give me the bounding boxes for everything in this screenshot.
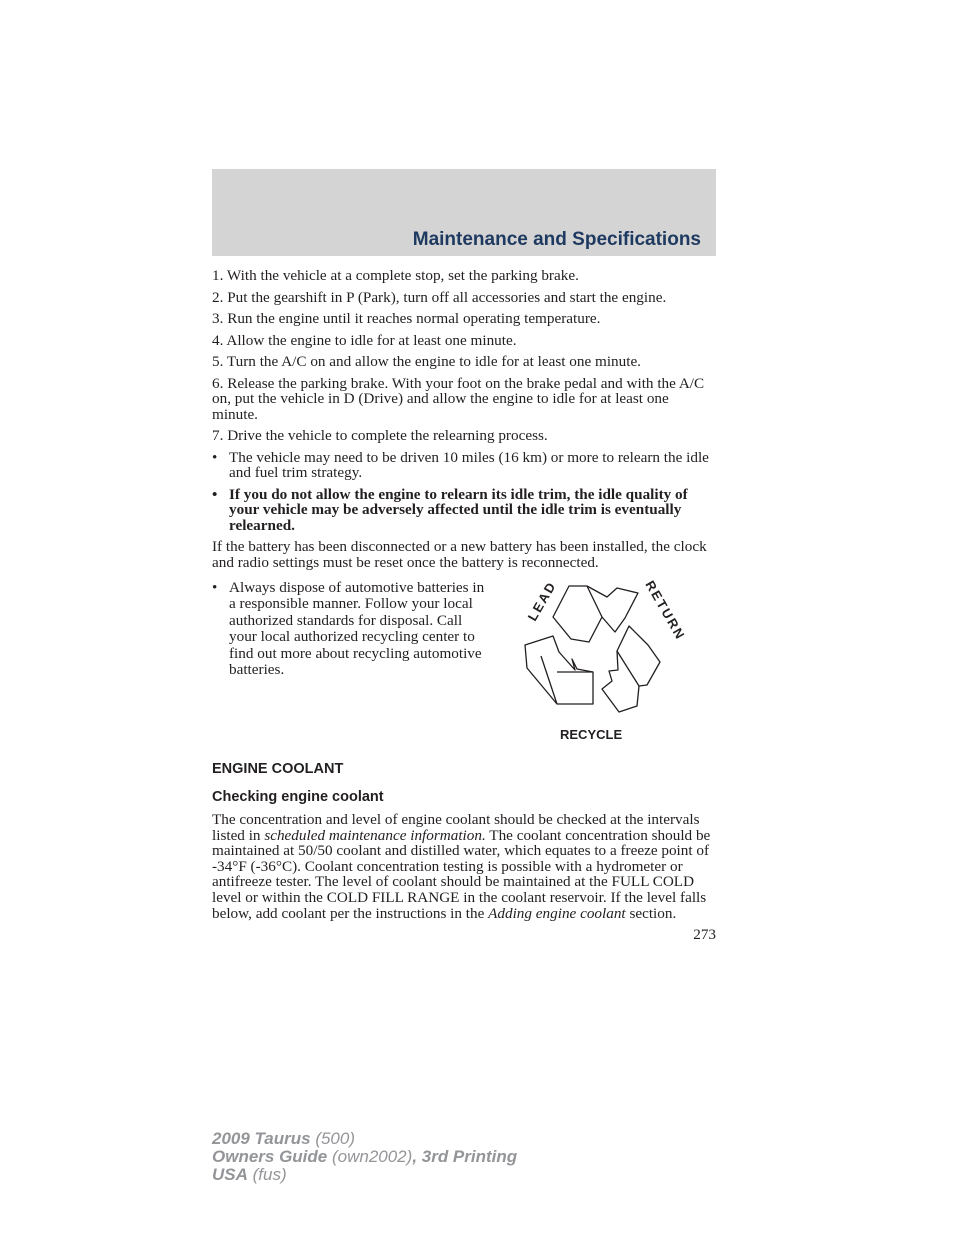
checking-engine-coolant-heading: Checking engine coolant: [212, 788, 384, 805]
step-7: 7. Drive the vehicle to complete the relearning process.: [212, 427, 548, 444]
step-5: 5. Turn the A/C on and allow the engine to idle for at least one minute.: [212, 353, 641, 370]
section-title: Maintenance and Specifications: [412, 229, 701, 250]
recycle-logo: [507, 574, 697, 744]
recycle-label: RECYCLE: [560, 727, 623, 742]
footer-guide-code: (own2002): [327, 1147, 413, 1166]
footer-region-code: (fus): [247, 1165, 287, 1184]
battery-disposal-section: [212, 580, 716, 758]
footer-line-region: [212, 1166, 517, 1184]
scheduled-maintenance-reference: scheduled maintenance information.: [264, 826, 486, 844]
battery-disposal-text: Always dispose of automotive batteries in a responsible manner. Follow your local authorized standards for disposal. Call your local authorized recycling center to find out more about recycling automotive batteries.: [229, 579, 485, 679]
bullet-distance-note: [212, 450, 716, 481]
bullet-text: The vehicle may need to be driven 10 miles (16 km) or more to relearn the idle and fuel trim strategy.: [229, 448, 709, 481]
page-number: 273: [693, 926, 716, 944]
coolant-text-part-3: section.: [625, 904, 677, 922]
bullet-marker: •: [212, 448, 218, 466]
footer-guide: Owners Guide: [212, 1147, 328, 1166]
bullet-battery-disposal: [212, 580, 489, 678]
coolant-text-part-1: The concentration and level of engine coolant should be checked at the intervals listed in: [212, 811, 700, 844]
warning-text: If you do not allow the engine to relearn its idle trim, the idle quality of your vehicle may be adversely affected until the idle trim is eventually relearned.: [229, 485, 688, 534]
page-content: [212, 268, 716, 943]
footer-line-guide: [212, 1148, 517, 1166]
step-3: 3. Run the engine until it reaches normal operating temperature.: [212, 310, 601, 327]
footer-printing: , 3rd Printing: [412, 1147, 518, 1166]
document-footer: [212, 1130, 517, 1184]
footer-line-model: [212, 1130, 517, 1148]
step-1: 1. With the vehicle at a complete stop, set the parking brake.: [212, 267, 579, 284]
adding-engine-coolant-reference: Adding engine coolant: [488, 904, 626, 922]
bullet-marker: •: [212, 579, 218, 596]
engine-coolant-heading: ENGINE COOLANT: [212, 761, 344, 777]
step-6: 6. Release the parking brake. With your foot on the brake pedal and with the A/C on, put the vehicle in D (Drive) and allow the engine to idle for at least one minute.: [212, 374, 705, 423]
step-2: 2. Put the gearshift in P (Park), turn off all accessories and start the engine.: [212, 288, 667, 306]
footer-model: 2009 Taurus: [212, 1129, 311, 1148]
step-4: 4. Allow the engine to idle for at least one minute.: [212, 331, 517, 349]
section-header-bar: [212, 169, 716, 256]
bullet-marker: •: [212, 485, 218, 503]
bullet-warning: [212, 487, 716, 534]
coolant-paragraph: [212, 812, 716, 921]
battery-reset-note: If the battery has been disconnected or a new battery has been installed, the clock and radio settings must be reset once the battery is reconnected.: [212, 538, 707, 571]
lead-label: LEAD: [524, 578, 560, 624]
return-label: RETURN: [642, 578, 689, 643]
footer-model-code: (500): [310, 1129, 356, 1148]
coolant-text-part-2: The coolant concentration should be maintained at 50/50 coolant and distilled water, which equates to a freeze point of -34°F (-36°C). Coolant concentration testing is possible with a hydrometer or antifreeze tester. The level of coolant should be maintained at the FULL COLD level or within the COLD FILL RANGE in the coolant reservoir. If the level falls below, add coolant per the instructions in the: [212, 826, 711, 922]
footer-region: USA: [212, 1165, 248, 1184]
